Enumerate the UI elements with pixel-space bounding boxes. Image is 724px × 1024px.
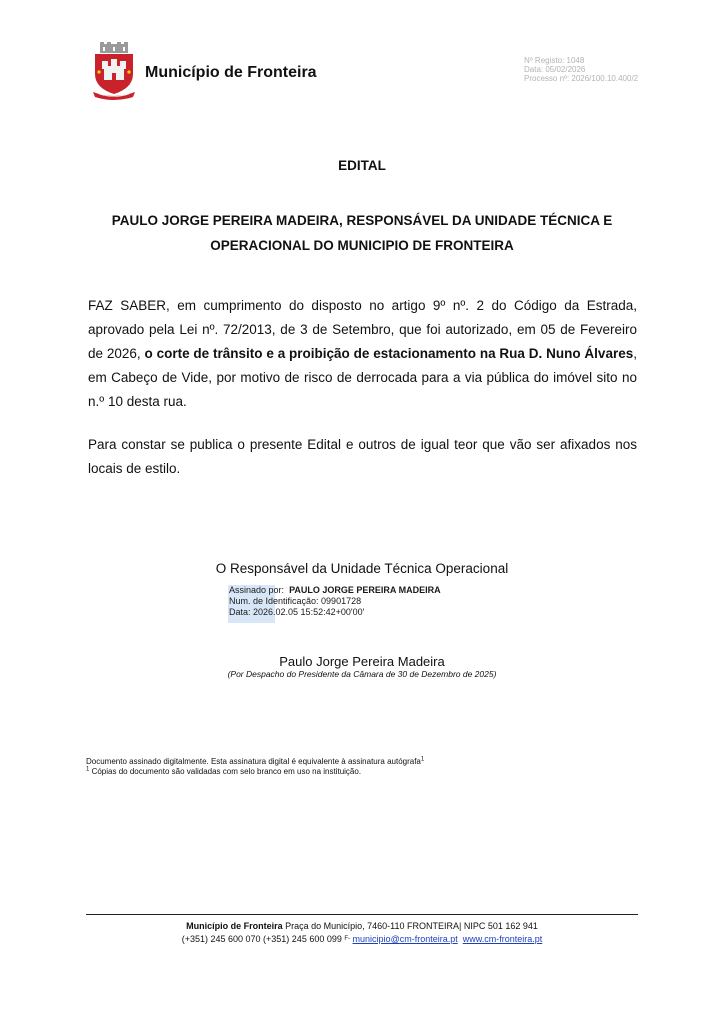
page-footer bbox=[0, 920, 724, 946]
footnote-2 bbox=[86, 767, 424, 777]
paragraph-1-text-start: FAZ SABER, em cumprimento do disposto no artigo 9º nº. 2 do Código da Estrada, aprovado pela Lei nº. 72/2013, de 3 de Setembro, que foi autorizado, em 05 de Fevereiro de 2026, bbox=[88, 298, 637, 361]
footer-line-1 bbox=[0, 920, 724, 933]
document-title: EDITAL bbox=[338, 158, 386, 173]
digital-signature-block bbox=[228, 585, 441, 618]
signature-id-line: Num. de Identificação: 09901728 bbox=[229, 596, 362, 606]
registration-info bbox=[524, 56, 638, 83]
footer-org-name: Município de Fronteira bbox=[186, 921, 283, 931]
footnote-1-marker: 1 bbox=[420, 756, 425, 763]
footnote-2-marker: 1 bbox=[86, 766, 90, 773]
signer-name: Paulo Jorge Pereira Madeira bbox=[279, 654, 445, 669]
municipal-coat-of-arms-icon bbox=[89, 42, 139, 100]
main-heading bbox=[86, 208, 638, 258]
footnotes bbox=[86, 757, 424, 777]
footer-phones: (+351) 245 600 070 (+351) 245 600 099 bbox=[181, 934, 345, 944]
process-number: Processo nº: 2026/100.10.400/2 bbox=[524, 74, 639, 83]
municipality-name: Município de Fronteira bbox=[145, 64, 317, 81]
fax-icon: F- bbox=[344, 936, 351, 943]
footer-divider bbox=[86, 914, 638, 915]
paragraph-1-emphasis: o corte de trânsito e a proibição de estacionamento na Rua D. Nuno Álvares bbox=[144, 346, 634, 361]
footer-line-2 bbox=[0, 933, 724, 946]
footer-email-link[interactable]: municipio@cm-fronteira.pt bbox=[352, 934, 458, 944]
registration-number: Nº Registo: 1048 bbox=[524, 56, 585, 65]
signed-by-name: PAULO JORGE PEREIRA MADEIRA bbox=[289, 585, 441, 595]
footnote-1 bbox=[86, 757, 424, 767]
heading-line-2: OPERACIONAL DO MUNICIPIO DE FRONTEIRA bbox=[210, 238, 514, 253]
paragraph-1-text-end: , em Cabeço de Vide, por motivo de risco de derrocada para a via pública do imóvel sito no n.º 10 desta rua. bbox=[88, 346, 637, 409]
signed-by-label: Assinado por: bbox=[229, 585, 285, 595]
body-paragraph-2: Para constar se publica o presente Edital e outros de igual teor que vão ser afixados nos locais de estilo. bbox=[88, 437, 637, 476]
body-paragraph-1 bbox=[88, 294, 637, 414]
footer-website-link[interactable]: www.cm-fronteira.pt bbox=[462, 934, 543, 944]
registration-date: Data: 05/02/2026 bbox=[524, 65, 586, 74]
footnote-2-text: Cópias do documento são validadas com selo branco em uso na instituição. bbox=[89, 767, 362, 776]
heading-line-1: PAULO JORGE PEREIRA MADEIRA, RESPONSÁVEL DA UNIDADE TÉCNICA E bbox=[111, 213, 613, 228]
footer-address: Praça do Município, 7460-110 FRONTEIRA| NIPC 501 162 941 bbox=[282, 921, 538, 931]
signatory-role-title: O Responsável da Unidade Técnica Operacional bbox=[215, 561, 509, 576]
footnote-1-text: Documento assinado digitalmente. Esta assinatura digital é equivalente à assinatura autógrafa bbox=[86, 757, 421, 766]
signer-delegation-note: (Por Despacho do Presidente da Câmara de 30 de Dezembro de 2025) bbox=[227, 669, 497, 679]
signature-date-line: Data: 2026.02.05 15:52:42+00'00' bbox=[229, 607, 365, 617]
signed-by-line bbox=[229, 585, 441, 596]
